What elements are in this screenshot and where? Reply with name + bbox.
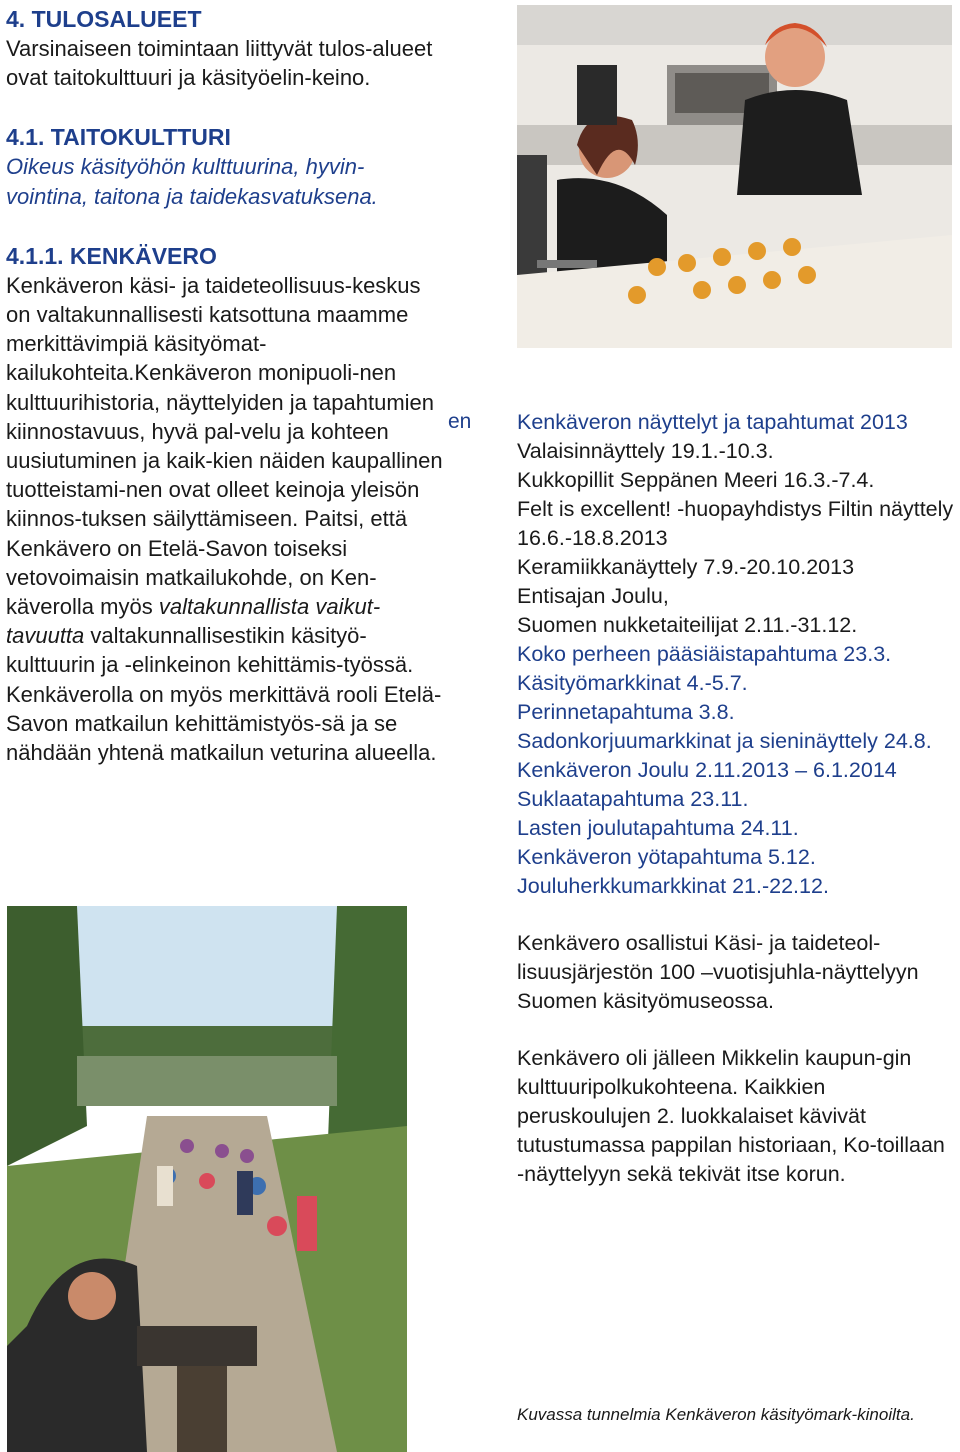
event-item: Jouluherkkumarkkinat 21.-22.12.: [517, 874, 829, 898]
body-paragraph-2: Kenkäverolla on myös merkittävä rooli Etelä-Savon matkailun kehittämistyös-sä ja se nähdään yhtenä matkailun veturina alueella.: [6, 681, 442, 766]
event-item: Felt is excellent! -huopayhdistys Filtin näyttely 16.6.-18.8.2013: [517, 497, 954, 550]
p1-part-c: Paitsi, että Kenkävero on Etelä-Savon toiseksi vetovoimaisin matkailukohde, on Ken-käverolla myös: [6, 506, 408, 620]
event-item: Perinnetapahtuma 3.8.: [517, 700, 735, 724]
event-item: Suomen nukketaiteilijat 2.11.-31.12.: [517, 613, 858, 637]
event-item: Sadonkorjuumarkkinat ja sieninäyttely 24.8.: [517, 729, 932, 753]
event-item: Keramiikkanäyttely 7.9.-20.10.2013: [517, 555, 855, 579]
event-item: Kukkopillit Seppänen Meeri 16.3.-7.4.: [517, 468, 875, 492]
photo-caption: Kuvassa tunnelmia Kenkäveron käsityömark-kinoilta.: [517, 1405, 915, 1424]
events-list: [517, 437, 957, 901]
left-column: [6, 4, 446, 767]
event-item: Kenkäveron Joulu 2.11.2013 – 6.1.2014: [517, 758, 897, 782]
section-intro: Varsinaiseen toimintaan liittyvät tulos-alueet ovat taitokulttuuri ja käsityöelin-keino.: [6, 36, 433, 91]
p1-part-b: Kenkäveron monipuoli-nen kulttuurihistoria, näyttelyiden ja tapahtumien kiinnostavuus, hyvä pal-velu ja kohteen uusiutuminen ja kaik-kien näiden kaupallinen tuotteistami-nen ovat olleet keinoja yleisön kiinnos-tuksen säilyttämiseen.: [6, 360, 443, 532]
anniversary-paragraph: Kenkävero osallistui Käsi- ja taideteol-lisuusjärjestön 100 –vuotisjuhla-näyttelyyn Suomen käsityömuseossa.: [517, 931, 919, 1013]
section-heading: 4. TULOSALUEET: [6, 6, 202, 32]
event-item: Lasten joulutapahtuma 24.11.: [517, 816, 799, 840]
right-column: [517, 408, 957, 1189]
event-item: Kenkäveron yötapahtuma 5.12.: [517, 845, 816, 869]
workshop-photo: [517, 5, 952, 348]
event-item: Valaisinnäyttely 19.1.-10.3.: [517, 439, 774, 463]
body-paragraph-1: [6, 271, 446, 680]
school-paragraph: Kenkävero oli jälleen Mikkelin kaupun-gin kulttuuripolkukohteena. Kaikkien peruskoulujen 2. luokkalaiset kävivät tutustumassa pappilan historiaan, Ko-toillaan -näyttelyyn sekä tekivät itse korun.: [517, 1046, 945, 1186]
event-item: Suklaatapahtuma 23.11.: [517, 787, 749, 811]
events-heading: Kenkäveron näyttelyt ja tapahtumat 2013: [517, 410, 908, 434]
sub-subtitle: Oikeus käsityöhön kulttuurina, hyvin-vointina, taitona ja taidekasvatuksena.: [6, 154, 378, 209]
subsub-heading: 4.1.1. KENKÄVERO: [6, 242, 217, 269]
p1-italic: valtakunnallista vaikut-tavuutta: [6, 594, 381, 649]
event-item: Käsityömarkkinat 4.-5.7.: [517, 671, 748, 695]
sub-heading: 4.1. TAITOKULTTURI: [6, 124, 231, 151]
event-item: Koko perheen pääsiäistapahtuma 23.3.: [517, 642, 892, 666]
stray-text: en: [448, 410, 472, 433]
p1-part-a: Kenkäveron käsi- ja taideteollisuus-keskus on valtakunnallisesti katsottuna maamme merkittävimpiä käsityömat-kailukohteita.: [6, 272, 421, 386]
p1-part-d: valtakunnallisestikin käsityö-kulttuurin ja -elinkeinon kehittämis-työssä.: [6, 623, 414, 678]
event-item: Entisajan Joulu,: [517, 584, 669, 608]
market-photo: [7, 906, 407, 1452]
